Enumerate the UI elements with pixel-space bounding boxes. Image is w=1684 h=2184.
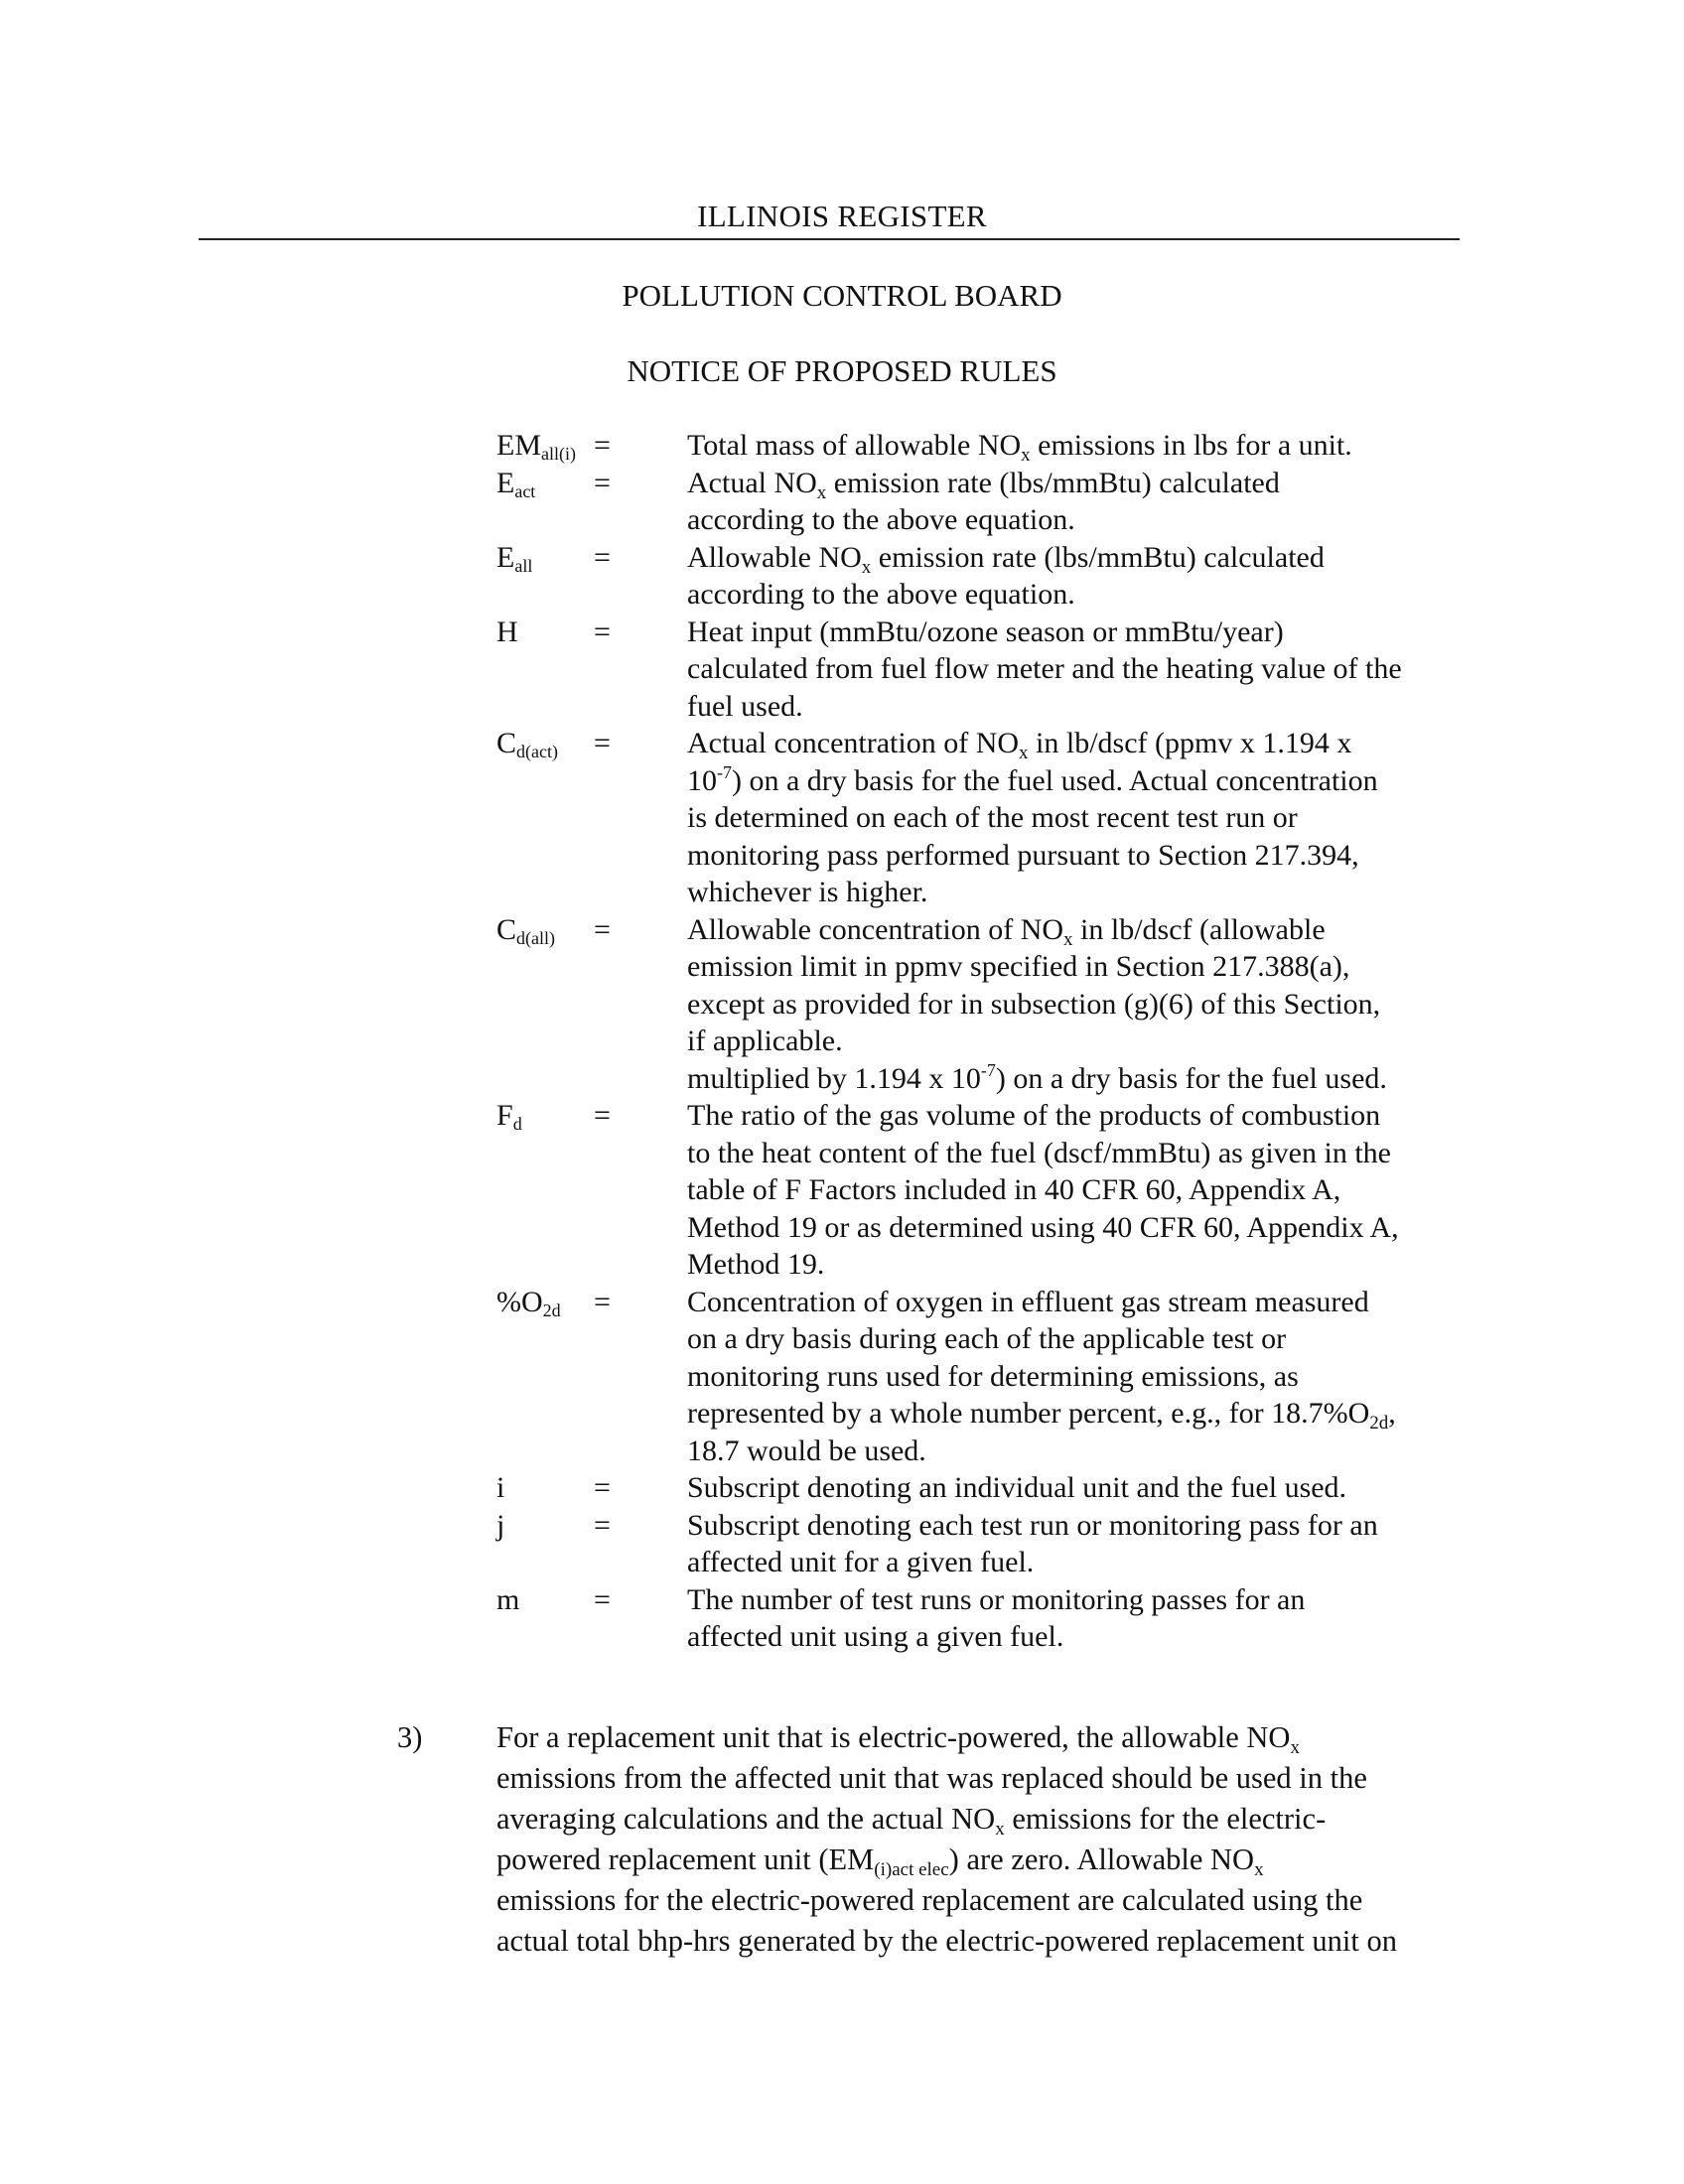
board-name: POLLUTION CONTROL BOARD — [622, 278, 1062, 313]
definition-description — [687, 1507, 1481, 1581]
definition-description — [687, 1097, 1481, 1284]
definition-row — [0, 1581, 1684, 1656]
text-segment: monitoring pass performed pursuant to Section 217.394, — [687, 838, 1359, 872]
subscript: x — [861, 556, 872, 578]
paragraph-line — [496, 1840, 1479, 1880]
term-symbol: m — [496, 1582, 520, 1616]
text-segment: Actual concentration of NO — [687, 727, 1020, 759]
equals-sign: = — [594, 540, 611, 574]
text-segment: Concentration of oxygen in effluent gas stream measured — [687, 1285, 1369, 1318]
description-line — [687, 1433, 1481, 1470]
term-subscript: d(all) — [516, 927, 555, 948]
definition-row — [0, 725, 1684, 911]
description-line — [687, 874, 1481, 911]
description-line — [687, 725, 1481, 762]
text-segment: , — [1388, 1397, 1396, 1430]
paragraph-line — [496, 1717, 1479, 1758]
description-line — [687, 1135, 1481, 1172]
equals-sign: = — [594, 429, 611, 462]
description-line — [687, 1507, 1481, 1545]
definition-description — [687, 427, 1481, 465]
text-segment: 18.7 would be used. — [687, 1433, 926, 1467]
text-segment: Total mass of allowable NO — [687, 429, 1022, 462]
description-line — [687, 1581, 1481, 1619]
text-segment: ) on a dry basis for the fuel used. — [995, 1061, 1387, 1095]
text-segment: Method 19 or as determined using 40 CFR 60, Appendix A, — [687, 1210, 1399, 1244]
subscript: x — [995, 1819, 1005, 1840]
description-line — [687, 1097, 1481, 1135]
text-segment: Allowable NO — [687, 540, 862, 574]
definition-term — [496, 1581, 519, 1619]
term-symbol: C — [496, 912, 517, 946]
description-line — [687, 1469, 1481, 1507]
term-symbol: E — [496, 466, 515, 499]
description-line — [687, 1395, 1481, 1433]
text-segment: emissions from the affected unit that was replaced should be used in the — [496, 1761, 1367, 1795]
definition-term — [496, 1469, 504, 1507]
equals-sign: = — [594, 466, 611, 499]
superscript: -7 — [980, 1059, 996, 1080]
text-segment: multiplied by 1.194 x 10 — [687, 1061, 981, 1095]
definitions-list — [0, 427, 1684, 1656]
definition-row — [0, 465, 1684, 539]
description-line — [687, 1284, 1481, 1321]
definition-term — [496, 465, 535, 511]
text-segment: fuel used. — [687, 689, 803, 723]
text-segment: For a replacement unit that is electric-powered, the allowable NO — [496, 1720, 1291, 1754]
text-segment: except as provided for in subsection (g)(6) of this Section, — [687, 987, 1381, 1021]
paragraph-line — [496, 1799, 1479, 1840]
description-line — [687, 650, 1481, 688]
description-line — [687, 688, 1481, 726]
text-segment: Subscript denoting an individual unit and the fuel used. — [687, 1471, 1347, 1504]
definition-term — [496, 539, 532, 586]
equals-sign: = — [594, 614, 611, 648]
text-segment: powered replacement unit (EM — [496, 1843, 875, 1876]
text-segment: is determined on each of the most recent test run or — [687, 801, 1298, 834]
term-symbol: j — [496, 1508, 505, 1542]
term-symbol: i — [496, 1471, 505, 1504]
equals-sign: = — [594, 1508, 611, 1542]
text-segment: table of F Factors included in 40 CFR 60, Appendix A, — [687, 1173, 1341, 1206]
definition-description — [687, 614, 1481, 726]
text-segment: emission limit in ppmv specified in Section 217.388(a), — [687, 950, 1350, 983]
superscript: -7 — [717, 761, 732, 782]
subscript: x — [1063, 928, 1073, 950]
definition-row — [0, 1507, 1684, 1581]
text-segment: according to the above equation. — [687, 578, 1075, 611]
description-line — [687, 1060, 1481, 1098]
term-subscript: act — [514, 480, 536, 501]
description-line — [687, 614, 1481, 651]
description-line — [687, 1171, 1481, 1209]
description-line — [687, 1023, 1481, 1060]
text-segment: averaging calculations and the actual NO — [496, 1802, 996, 1836]
paragraph-text — [496, 1717, 1479, 1962]
definition-description — [687, 911, 1481, 1098]
text-segment: if applicable. — [687, 1024, 843, 1057]
description-line — [687, 1544, 1481, 1581]
description-line — [687, 427, 1481, 465]
notice-title: NOTICE OF PROPOSED RULES — [627, 353, 1057, 388]
description-line — [687, 762, 1481, 800]
equals-sign: = — [594, 1099, 611, 1132]
definition-term — [496, 725, 558, 771]
term-subscript: d — [512, 1114, 522, 1134]
subscript: x — [1254, 1859, 1264, 1880]
text-segment: emission rate (lbs/mmBtu) calculated — [826, 466, 1280, 499]
definition-row — [0, 1469, 1684, 1507]
term-symbol: F — [496, 1099, 513, 1132]
text-segment: Subscript denoting each test run or monitoring pass for an — [687, 1508, 1378, 1542]
term-subscript: all(i) — [541, 444, 576, 464]
text-segment: The ratio of the gas volume of the products of combustion — [687, 1099, 1381, 1132]
term-symbol: %O — [496, 1285, 543, 1318]
definition-row — [0, 1284, 1684, 1470]
definition-term — [496, 911, 555, 958]
paragraph-line — [496, 1921, 1479, 1962]
paragraph-line — [496, 1758, 1479, 1799]
subscript: x — [1019, 743, 1029, 763]
text-segment: to the heat content of the fuel (dscf/mmBtu) as given in the — [687, 1136, 1391, 1169]
equals-sign: = — [594, 1582, 611, 1616]
text-segment: Method 19. — [687, 1248, 825, 1281]
description-line — [687, 576, 1481, 614]
text-segment: 10 — [687, 763, 717, 797]
description-line — [687, 911, 1481, 949]
text-segment: in lb/dscf (allowable — [1072, 912, 1326, 946]
subscript: x — [816, 481, 827, 503]
description-line — [687, 1246, 1481, 1284]
description-line — [687, 539, 1481, 577]
subscript: (i)act elec — [874, 1859, 949, 1880]
subscript: x — [1290, 1737, 1300, 1758]
definition-row — [0, 614, 1684, 726]
text-segment: emission rate (lbs/mmBtu) calculated — [871, 540, 1325, 574]
text-segment: emissions for the electric- — [1004, 1802, 1327, 1836]
term-subscript: all — [514, 555, 533, 576]
text-segment: in lb/dscf (ppmv x 1.194 x — [1028, 727, 1352, 759]
equals-sign: = — [594, 1285, 611, 1318]
paragraph-line — [496, 1880, 1479, 1921]
description-line — [687, 1358, 1481, 1396]
text-segment: ) are zero. Allowable NO — [948, 1843, 1255, 1876]
text-segment: The number of test runs or monitoring passes for an — [687, 1582, 1306, 1616]
text-segment: emissions for the electric-powered replacement are calculated using the — [496, 1883, 1363, 1917]
text-segment: ) on a dry basis for the fuel used. Actual concentration — [732, 763, 1378, 797]
definition-term — [496, 614, 518, 651]
description-line — [687, 948, 1481, 986]
term-subscript: 2d — [542, 1299, 561, 1320]
text-segment: on a dry basis during each of the applicable test or — [687, 1322, 1287, 1355]
description-line — [687, 799, 1481, 837]
term-symbol: C — [496, 727, 517, 759]
text-segment: monitoring runs used for determining emissions, as — [687, 1359, 1299, 1393]
text-segment: affected unit for a given fuel. — [687, 1546, 1035, 1578]
text-segment: whichever is higher. — [687, 876, 928, 908]
paragraph-number: 3) — [397, 1720, 423, 1754]
definition-description — [687, 1469, 1481, 1507]
definition-description — [687, 539, 1481, 614]
register-title: ILLINOIS REGISTER — [697, 199, 987, 233]
description-line — [687, 1209, 1481, 1247]
text-segment: Allowable concentration of NO — [687, 912, 1064, 946]
text-segment: Actual NO — [687, 466, 817, 499]
term-symbol: H — [496, 614, 518, 648]
equals-sign: = — [594, 1471, 611, 1504]
definition-term — [496, 1507, 504, 1545]
description-line — [687, 837, 1481, 875]
term-subscript: d(act) — [516, 742, 558, 761]
definition-row — [0, 427, 1684, 465]
text-segment: calculated from fuel flow meter and the heating value of the — [687, 652, 1402, 685]
description-line — [687, 1618, 1481, 1656]
definition-term — [496, 1284, 561, 1330]
description-line — [687, 501, 1481, 539]
text-segment: actual total bhp-hrs generated by the electric-powered replacement unit on — [496, 1924, 1397, 1958]
definition-description — [687, 465, 1481, 539]
term-symbol: EM — [496, 429, 541, 462]
description-line — [687, 986, 1481, 1024]
term-symbol: E — [496, 540, 515, 574]
definition-description — [687, 725, 1481, 911]
definition-description — [687, 1284, 1481, 1470]
definition-term — [496, 1097, 522, 1144]
subscript: 2d — [1369, 1413, 1389, 1433]
header-rule — [199, 238, 1460, 240]
text-segment: Heat input (mmBtu/ozone season or mmBtu/year) — [687, 614, 1284, 648]
equals-sign: = — [594, 727, 611, 759]
definition-row — [0, 539, 1684, 614]
paragraph-3 — [0, 1717, 1684, 1962]
description-line — [687, 1320, 1481, 1358]
equals-sign: = — [594, 912, 611, 946]
definition-row — [0, 1097, 1684, 1284]
text-segment: according to the above equation. — [687, 503, 1075, 536]
description-line — [687, 465, 1481, 502]
definition-description — [687, 1581, 1481, 1656]
text-segment: represented by a whole number percent, e.g., for 18.7%O — [687, 1397, 1370, 1430]
text-segment: emissions in lbs for a unit. — [1030, 429, 1352, 462]
text-segment: affected unit using a given fuel. — [687, 1620, 1064, 1653]
definition-row — [0, 911, 1684, 1098]
subscript: x — [1021, 445, 1031, 466]
